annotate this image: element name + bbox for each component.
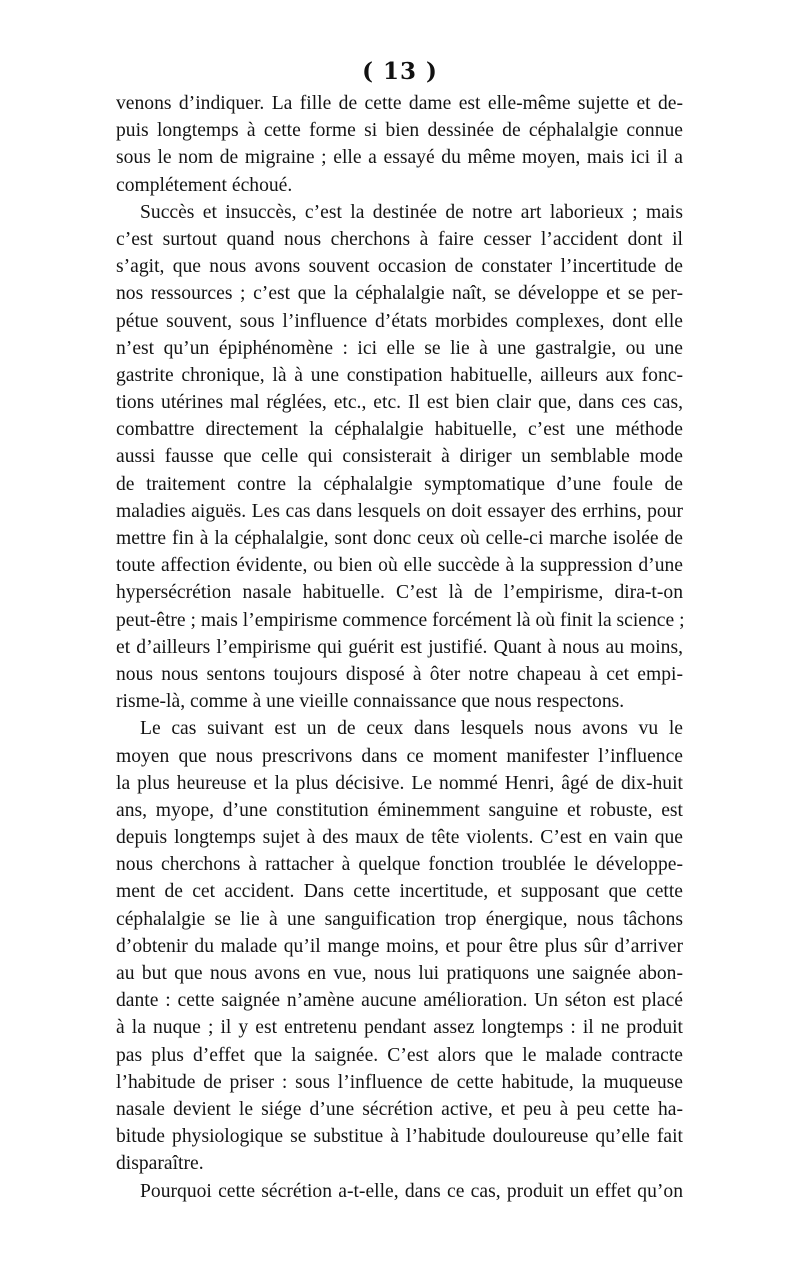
text-line: peut-être ; mais l’empirisme commence forcément là où finit la science ; [116,609,685,631]
text-line: de traitement contre la céphalalgie symptomatique d’une foule de [116,473,683,495]
text-line: dante : cette saignée n’amène aucune amélioration. Un séton est placé [116,990,683,1012]
text-line: maladies aiguës. Les cas dans lesquels on doit essayer des errhins, pour [116,500,683,522]
text-line: mettre fin à la céphalalgie, sont donc ceux où celle-ci marche isolée de [116,528,683,549]
text-line: nous cherchons à rattacher à quelque fonction troublée le développe- [116,854,683,876]
text-line: toute affection évidente, ou bien où elle succède à la suppression d’une [116,555,683,577]
text-line: sous le nom de migraine ; elle a essayé du même moyen, mais ici il a [116,147,683,169]
paragraph-start-line: Pourquoi cette sécrétion a-t-elle, dans ce cas, produit un effet qu’on [140,1180,683,1202]
text-line: au but que nous avons en vue, nous lui pratiquons une saignée abon- [116,963,683,984]
text-line: risme-là, comme à une vieille connaissance que nous respectons. [116,691,625,713]
body-text [116,90,683,1205]
text-line: ment de cet accident. Dans cette incertitude, et supposant que cette [116,881,683,903]
text-line: depuis longtemps sujet à des maux de tête violents. C’est en vain que [116,827,683,849]
text-line: ans, myope, d’une constitution éminemment sanguine et robuste, est [116,799,683,821]
text-line: n’est qu’un épiphénomène : ici elle se lie à une gastralgie, ou une [116,337,683,359]
text-line: nous nous sentons toujours disposé à ôter notre chapeau à cet empi- [116,663,683,685]
text-line: bitude physiologique se substitue à l’habitude douloureuse qu’elle fait [116,1126,683,1148]
text-line: la plus heureuse et la plus décisive. Le nommé Henri, âgé de dix-huit [116,772,683,794]
text-line: c’est surtout quand nous cherchons à faire cesser l’accident dont il [116,228,683,250]
text-line: céphalalgie se lie à une sanguification trop énergique, nous tâchons [116,908,683,930]
text-line: nos ressources ; c’est que la céphalalgie naît, se développe et se per- [116,283,683,305]
text-line: d’obtenir du malade qu’il mange moins, et pour être plus sûr d’arriver [116,935,683,957]
text-line: à la nuque ; il y est entretenu pendant assez longtemps : il ne produit [116,1017,683,1039]
text-line: et d’ailleurs l’empirisme qui guérit est justifié. Quant à nous au moins, [116,636,683,658]
text-line: moyen que nous prescrivons dans ce moment manifester l’influence [116,745,683,767]
text-line: l’habitude de priser : sous l’influence de cette habitude, la muqueuse [116,1071,683,1093]
text-line: gastrite chronique, là à une constipation habituelle, ailleurs aux fonc- [116,364,683,386]
text-line: puis longtemps à cette forme si bien dessinée de céphalalgie connue [116,120,683,142]
text-line: s’agit, que nous avons souvent occasion de constater l’incertitude de [116,256,683,278]
paragraph-start-line: Le cas suivant est un de ceux dans lesquels nous avons vu le [140,718,683,740]
text-line: nasale devient le siége d’une sécrétion active, et peu à peu cette ha- [116,1098,683,1120]
text-line: tions utérines mal réglées, etc., etc. Il est bien clair que, dans ces cas, [116,392,683,414]
page-number: ( 13 ) [362,58,438,85]
text-line: complétement échoué. [116,174,293,196]
paragraph-start-line: Succès et insuccès, c’est la destinée de notre art laborieux ; mais [140,201,683,223]
text-line: pas plus d’effet que la saignée. C’est alors que le malade contracte [116,1044,683,1066]
text-line: combattre directement la céphalalgie habituelle, c’est une méthode [116,419,683,441]
text-line: venons d’indiquer. La fille de cette dame est elle-même sujette et de- [116,93,683,114]
text-line: disparaître. [116,1153,204,1175]
text-line: pétue souvent, sous l’influence d’états morbides complexes, dont elle [116,310,683,332]
text-line: hypersécrétion nasale habituelle. C’est là de l’empirisme, dira-t-on [116,582,683,604]
text-line: aussi fausse que celle qui consisterait à diriger un semblable mode [116,446,683,468]
